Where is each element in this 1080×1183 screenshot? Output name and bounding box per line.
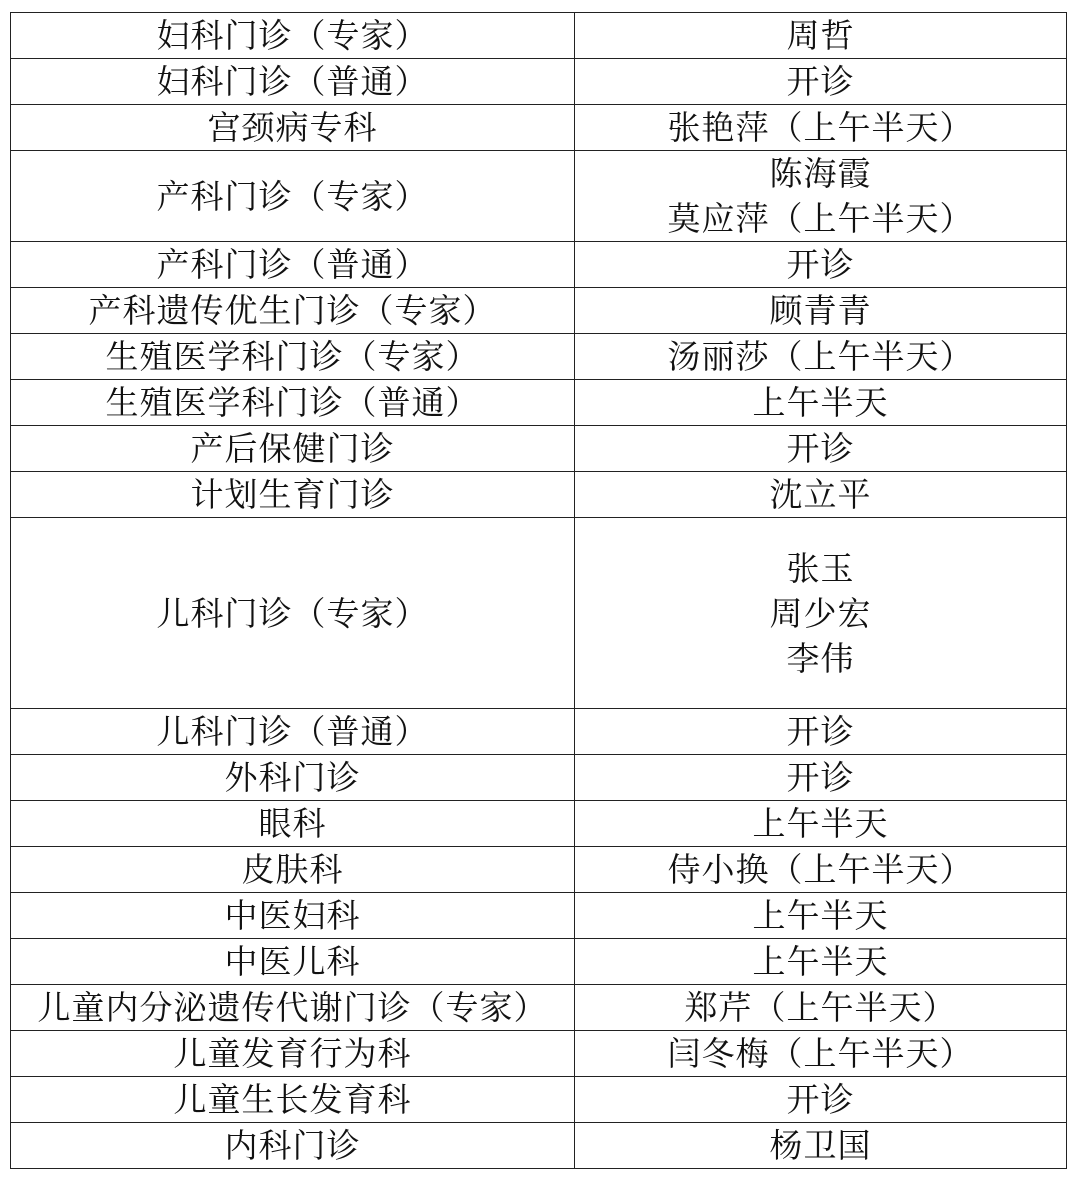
- table-row: [11, 709, 1067, 755]
- doctor-name: 开诊: [786, 245, 855, 284]
- department-cell: 宫颈病专科: [11, 105, 575, 151]
- department-cell: 生殖医学科门诊（普通）: [11, 380, 575, 426]
- doctor-cell: [575, 1123, 1067, 1169]
- department-cell: 妇科门诊（专家）: [11, 13, 575, 59]
- doctor-cell: [575, 847, 1067, 893]
- department-cell: 儿科门诊（专家）: [11, 518, 575, 709]
- department-cell: 妇科门诊（普通）: [11, 59, 575, 105]
- table-row: [11, 59, 1067, 105]
- table-row: [11, 105, 1067, 151]
- doctor-name: 上午半天: [752, 804, 889, 843]
- department-cell: 儿童内分泌遗传代谢门诊（专家）: [11, 985, 575, 1031]
- table-row: [11, 334, 1067, 380]
- schedule-table-body: [11, 13, 1067, 1169]
- table-row: [11, 1123, 1067, 1169]
- doctor-cell: [575, 1031, 1067, 1077]
- department-cell: 皮肤科: [11, 847, 575, 893]
- doctor-name: 莫应萍（上午半天）: [667, 199, 974, 238]
- department-cell: 中医儿科: [11, 939, 575, 985]
- doctor-name: 郑芹（上午半天）: [684, 988, 957, 1027]
- department-cell: 计划生育门诊: [11, 472, 575, 518]
- table-row: [11, 151, 1067, 242]
- doctor-name: 侍小换（上午半天）: [667, 850, 974, 889]
- doctor-cell: [575, 1077, 1067, 1123]
- doctor-name: 开诊: [786, 429, 855, 468]
- doctor-name: 开诊: [786, 758, 855, 797]
- table-row: [11, 518, 1067, 709]
- doctor-cell: [575, 939, 1067, 985]
- department-cell: 中医妇科: [11, 893, 575, 939]
- department-cell: 外科门诊: [11, 755, 575, 801]
- doctor-name: 上午半天: [752, 383, 889, 422]
- table-row: [11, 755, 1067, 801]
- table-row: [11, 801, 1067, 847]
- doctor-cell: [575, 288, 1067, 334]
- doctor-cell: [575, 151, 1067, 242]
- clinic-schedule-table: [10, 12, 1067, 1169]
- department-cell: 产科门诊（普通）: [11, 242, 575, 288]
- doctor-name: 顾青青: [769, 291, 872, 330]
- doctor-name: 陈海霞: [769, 154, 872, 193]
- table-row: [11, 893, 1067, 939]
- doctor-name: 闫冬梅（上午半天）: [667, 1034, 974, 1073]
- doctor-name: 上午半天: [752, 942, 889, 981]
- table-row: [11, 1077, 1067, 1123]
- doctor-name: 周少宏: [769, 593, 872, 633]
- doctor-cell: [575, 709, 1067, 755]
- table-row: [11, 1031, 1067, 1077]
- doctor-cell: [575, 380, 1067, 426]
- doctor-cell: [575, 893, 1067, 939]
- doctor-cell: [575, 105, 1067, 151]
- doctor-cell: [575, 472, 1067, 518]
- doctor-name: 沈立平: [769, 475, 872, 514]
- doctor-cell: [575, 242, 1067, 288]
- table-row: [11, 13, 1067, 59]
- doctor-cell: [575, 985, 1067, 1031]
- table-row: [11, 472, 1067, 518]
- table-row: [11, 985, 1067, 1031]
- department-cell: 内科门诊: [11, 1123, 575, 1169]
- department-cell: 产科遗传优生门诊（专家）: [11, 288, 575, 334]
- doctor-cell: [575, 59, 1067, 105]
- department-cell: 儿科门诊（普通）: [11, 709, 575, 755]
- doctor-name: 开诊: [786, 1080, 855, 1119]
- table-row: [11, 380, 1067, 426]
- doctor-name: 周哲: [786, 16, 855, 55]
- doctor-cell: [575, 13, 1067, 59]
- doctor-cell: [575, 426, 1067, 472]
- doctor-cell: [575, 801, 1067, 847]
- doctor-name: 汤丽莎（上午半天）: [667, 337, 974, 376]
- department-cell: 儿童生长发育科: [11, 1077, 575, 1123]
- doctor-cell: [575, 334, 1067, 380]
- doctor-name: 李伟: [786, 638, 855, 678]
- doctor-name: 开诊: [786, 712, 855, 751]
- table-row: [11, 288, 1067, 334]
- doctor-name: 杨卫国: [769, 1126, 872, 1165]
- doctor-cell: [575, 518, 1067, 709]
- doctor-name: 上午半天: [752, 896, 889, 935]
- table-row: [11, 426, 1067, 472]
- doctor-name: 开诊: [786, 62, 855, 101]
- department-cell: 产科门诊（专家）: [11, 151, 575, 242]
- table-row: [11, 847, 1067, 893]
- department-cell: 眼科: [11, 801, 575, 847]
- doctor-name: 张玉: [786, 548, 855, 588]
- doctor-name: 张艳萍（上午半天）: [667, 108, 974, 147]
- department-cell: 儿童发育行为科: [11, 1031, 575, 1077]
- table-row: [11, 242, 1067, 288]
- department-cell: 生殖医学科门诊（专家）: [11, 334, 575, 380]
- doctor-cell: [575, 755, 1067, 801]
- department-cell: 产后保健门诊: [11, 426, 575, 472]
- table-row: [11, 939, 1067, 985]
